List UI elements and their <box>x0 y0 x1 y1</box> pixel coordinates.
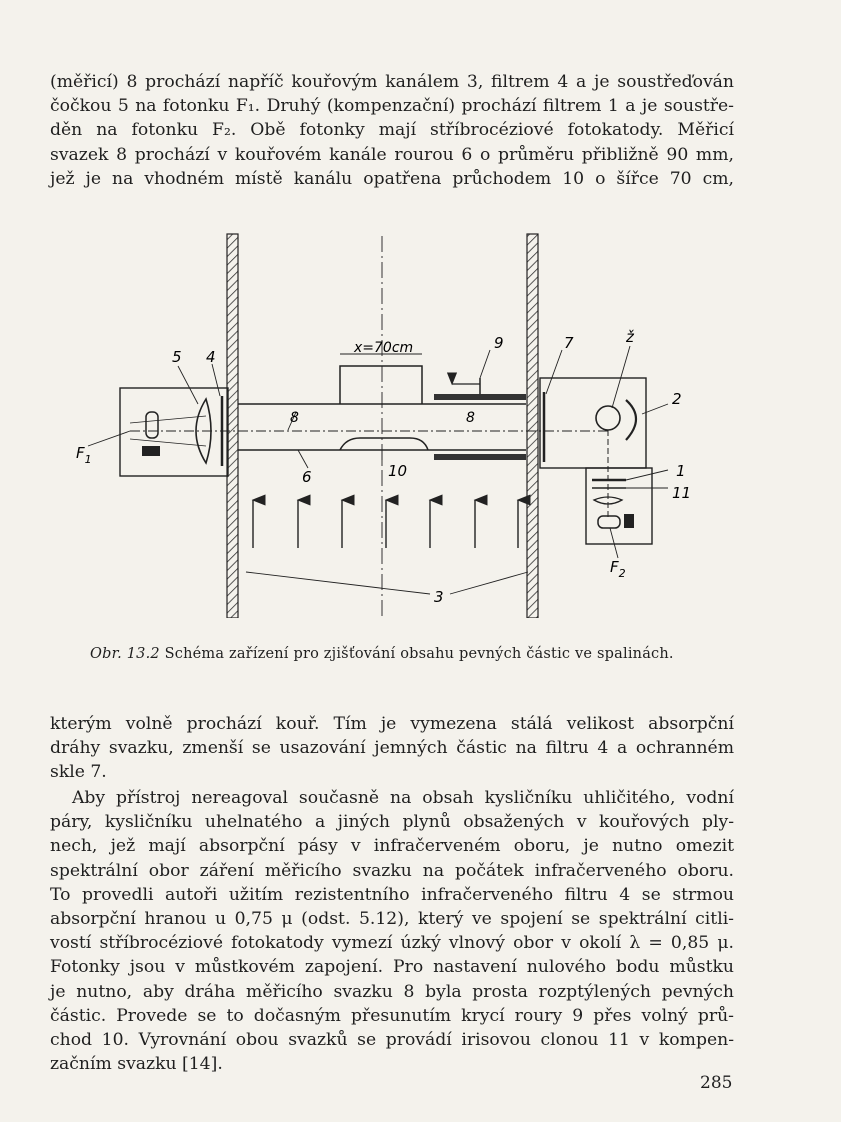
opening-10 <box>340 366 428 450</box>
right-housing <box>540 378 646 468</box>
label-dimension: x=70cm <box>354 340 414 356</box>
label-4: 4 <box>206 348 216 366</box>
label-z: ž <box>626 328 634 346</box>
text-line: Fotonky jsou v můstkovém zapojení. Pro nastavení nulového bodu můstku <box>50 957 734 978</box>
label-6: 6 <box>302 468 312 486</box>
text-line: chod 10. Vyrovnání obou svazků se provádí irisovou clonou 11 v kompen- <box>50 1030 734 1051</box>
left-housing <box>120 388 228 476</box>
text-line: je nutno, aby dráha měřicího svazku 8 byla prosta rozptýlených pevných <box>50 981 734 1002</box>
label-10: 10 <box>388 462 408 480</box>
text-line: jež je na vhodném místě kanálu opatřena průchodem 10 o šířce 70 cm, <box>50 168 734 189</box>
apparatus-diagram <box>70 218 710 618</box>
caption-text: Schéma zařízení pro zjišťování obsahu pevných částic ve spalinách. <box>159 646 674 662</box>
text-line: absorpční hranou u 0,75 μ (odst. 5.12), který ve spojení se spektrální citli- <box>50 909 734 930</box>
text-line: svazek 8 prochází v kouřovém kanále rourou 6 o průměru přibližně 90 mm, <box>50 144 734 165</box>
paragraph-2 <box>50 712 734 785</box>
figure-13-2 <box>70 218 710 618</box>
photocell-f1 <box>146 412 158 438</box>
label-5: 5 <box>172 348 182 366</box>
text-line: (měřicí) 8 prochází napříč kouřovým kanálem 3, filtrem 4 a je soustřeďován <box>50 72 734 92</box>
label-11: 11 <box>672 484 692 502</box>
text-line: kterým volně prochází kouř. Tím je vymezena stálá velikost absorpční <box>50 714 734 734</box>
label-f1: $F_1$ <box>76 444 92 466</box>
label-2: 2 <box>672 390 682 408</box>
label-f2: $F_2$ <box>610 558 626 580</box>
caption-label: Obr. 13.2 <box>90 646 160 662</box>
label-8a: 8 <box>290 410 299 426</box>
label-3: 3 <box>434 588 444 606</box>
label-1: 1 <box>676 462 686 480</box>
text-line: děn na fotonku F₂. Obě fotonky mají stříbrocéziové fotokatody. Měřicí <box>50 120 734 141</box>
label-8b: 8 <box>466 410 475 426</box>
text-line: To provedli autoři užitím rezistentního infračerveného filtru 4 se strmou <box>50 884 734 905</box>
paragraph-3 <box>50 786 734 1076</box>
text-line: skle 7. <box>50 762 107 783</box>
text-line: čočkou 5 na fotonku F₁. Druhý (kompenzační) prochází filtrem 1 a je soustře- <box>50 96 734 117</box>
text-line: spektrální obor záření měřicího svazku na počátek infračerveného oboru. <box>50 860 734 881</box>
text-line: dráhy svazku, zmenší se usazování jemných částic na filtru 4 a ochranném <box>50 738 734 759</box>
text-line: začním svazku [14]. <box>50 1054 223 1075</box>
lamp <box>596 406 620 430</box>
photocell-f2 <box>598 516 620 528</box>
reflector-2 <box>626 400 636 440</box>
paragraph-1 <box>50 70 734 191</box>
figure-caption <box>90 646 730 662</box>
flow-arrows <box>253 500 518 548</box>
page-number: 285 <box>700 1073 733 1093</box>
label-7: 7 <box>564 334 574 352</box>
label-9: 9 <box>494 334 504 352</box>
text-line: částic. Provede se to dočasným přesunutím krycí roury 9 přes volný prů- <box>50 1005 734 1026</box>
text-line: nech, jež mají absorpční pásy v infračerveném oboru, je nutno omezit <box>50 836 734 857</box>
cover-tube-9 <box>434 394 526 400</box>
chimney-wall-right <box>527 234 538 618</box>
text-line: páry, kysličníku uhelnatého a jiných plynů obsažených v kouřových ply- <box>50 812 734 833</box>
text-line: vostí stříbrocéziové fotokatody vymezí úzký vlnový obor v okolí λ = 0,85 μ. <box>50 933 734 954</box>
text-line: Aby přístroj nereagoval současně na obsah kysličníku uhličitého, vodní <box>72 788 734 808</box>
